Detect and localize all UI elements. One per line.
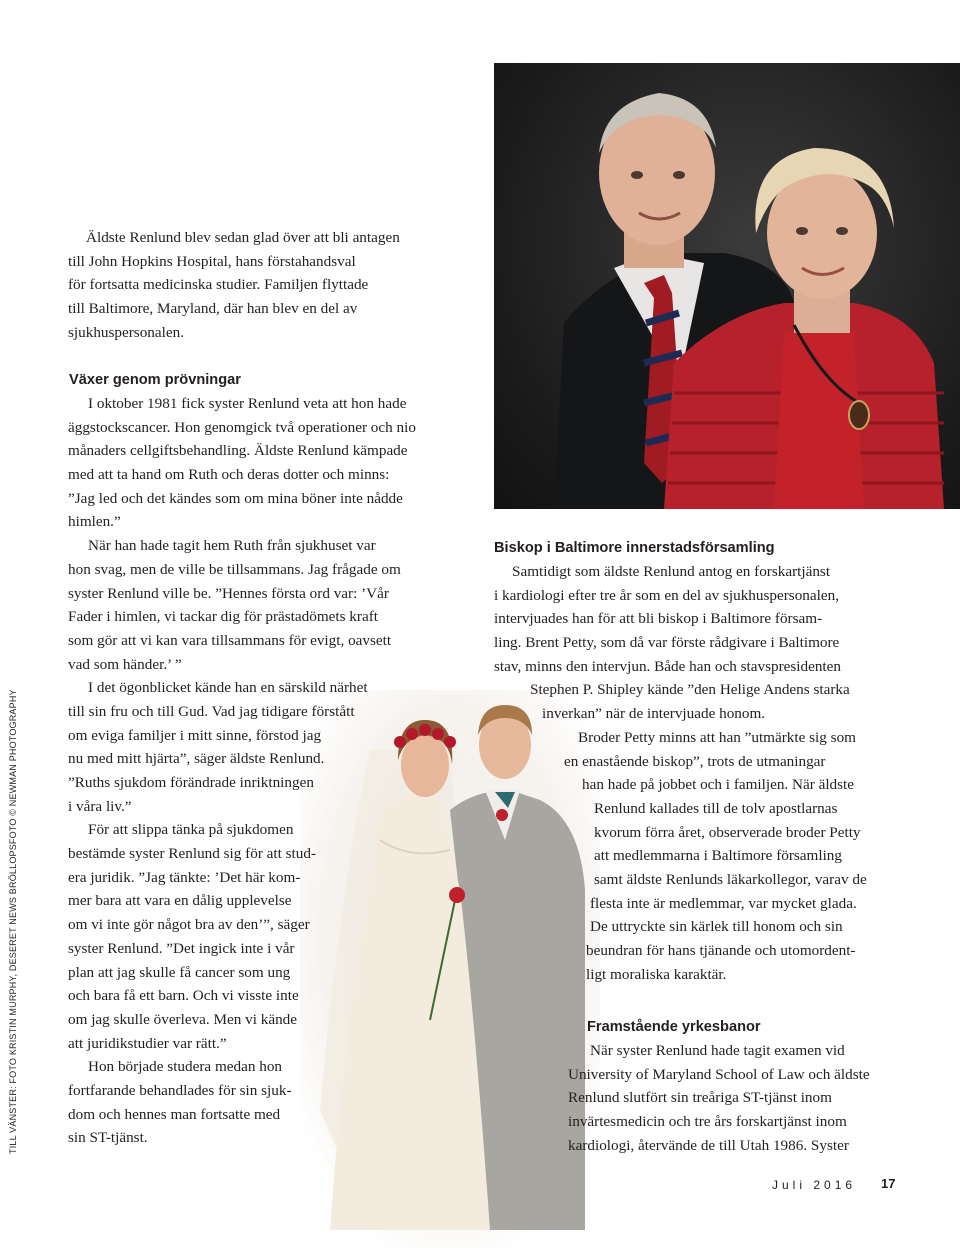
text-line: era juridik. ”Jag tänkte: ’Det här kom- bbox=[68, 868, 301, 886]
text-line: i våra liv.” bbox=[68, 797, 132, 815]
text-line: om jag skulle överleva. Men vi kände bbox=[68, 1010, 298, 1028]
text-line: mer bara att vara en dålig upplevelse bbox=[68, 892, 292, 910]
text-line: nu med mitt hjärta”, säger äldste Renlund. bbox=[68, 750, 325, 768]
text-line: kardiologi, återvände de till Utah 1986. Syster bbox=[568, 1136, 849, 1154]
text-line: ligt moraliska karaktär. bbox=[586, 965, 727, 983]
text-line: University of Maryland School of Law och äldste bbox=[568, 1065, 870, 1083]
text-line: han hade på jobbet och i familjen. När äldste bbox=[582, 776, 855, 794]
text-line: ling. Brent Petty, som då var förste rådgivare i Baltimore bbox=[494, 634, 840, 652]
text-line: och bara få ett barn. Och vi visste inte bbox=[68, 987, 299, 1005]
text-line: syster Renlund ville be. ”Hennes första ord var: ’Vår bbox=[68, 584, 389, 602]
text-line: plan att jag skulle få cancer som ung bbox=[68, 963, 291, 981]
text-line: hon svag, men de ville be tillsammans. Jag frågade om bbox=[68, 560, 401, 578]
portrait-illustration bbox=[494, 63, 960, 509]
text-line: I oktober 1981 fick syster Renlund veta att hon hade bbox=[88, 395, 407, 412]
text-line: Äldste Renlund blev sedan glad över att bli antagen bbox=[86, 229, 400, 246]
issue-date: Juli 2016 bbox=[772, 1178, 857, 1192]
text-line: De uttryckte sin kärlek till honom och sin bbox=[590, 918, 843, 936]
text-line: som gör att vi kan vara tillsammans för evigt, oavsett bbox=[68, 631, 392, 649]
text-line: kvorum förra året, observerade broder Petty bbox=[594, 823, 861, 841]
text-line: När syster Renlund hade tagit examen vid bbox=[590, 1042, 845, 1059]
text-line: vad som händer.’ ” bbox=[68, 655, 182, 673]
section-heading-3: Framstående yrkesbanor bbox=[587, 1019, 761, 1035]
text-line: att juridikstudier var rätt.” bbox=[68, 1034, 227, 1052]
text-line: inverkan” när de intervjuade honom. bbox=[542, 705, 766, 723]
text-line: beundran för hans tjänande och utomordent- bbox=[586, 942, 856, 959]
text-line: Broder Petty minns att han ”utmärkte sig som bbox=[578, 728, 856, 746]
text-line: Stephen P. Shipley kände ”den Helige Andens starka bbox=[530, 681, 850, 699]
text-line: i kardiologi efter tre år som en del av sjukhuspersonalen, bbox=[494, 586, 839, 604]
text-line: Hon började studera medan hon bbox=[88, 1058, 283, 1076]
text-line: fortfarande behandlades för sin sjuk- bbox=[68, 1081, 292, 1099]
text-line: en enastående biskop”, trots de utmaningar bbox=[564, 752, 826, 770]
text-line: äggstockscancer. Hon genomgick två operationer och nio bbox=[68, 418, 416, 436]
text-line: om eviga familjer i mitt sinne, förstod jag bbox=[68, 726, 322, 744]
text-line: himlen.” bbox=[68, 513, 121, 531]
text-line: till John Hopkins Hospital, hans förstahandsval bbox=[68, 252, 356, 270]
text-line: Fader i himlen, vi tackar dig för prästadömets kraft bbox=[68, 608, 378, 626]
text-line: samt äldste Renlunds läkarkollegor, varav de bbox=[594, 870, 867, 888]
text-line: bestämde syster Renlund sig för att stud- bbox=[68, 845, 317, 863]
text-line: att medlemmarna i Baltimore församling bbox=[594, 847, 842, 865]
text-line: månaders cellgiftsbehandling. Äldste Renlund kämpade bbox=[68, 442, 408, 460]
text-line: för fortsatta medicinska studier. Familjen flyttade bbox=[68, 276, 369, 294]
section-heading-1: Växer genom prövningar bbox=[69, 372, 241, 388]
page-number: 17 bbox=[881, 1176, 896, 1191]
text-line: Renlund kallades till de tolv apostlarnas bbox=[594, 799, 838, 817]
section-2-body bbox=[494, 560, 867, 986]
text-line: Samtidigt som äldste Renlund antog en forskartjänst bbox=[512, 563, 831, 580]
text-line: När han hade tagit hem Ruth från sjukhuset var bbox=[88, 537, 376, 555]
section-heading-2: Biskop i Baltimore innerstadsförsamling bbox=[494, 540, 775, 556]
text-line: om vi inte gör något bra av den’”, säger bbox=[68, 916, 310, 934]
text-line: till Baltimore, Maryland, där han blev en del av bbox=[68, 300, 358, 318]
text-line: I det ögonblicket kände han en särskild närhet bbox=[88, 679, 368, 697]
text-line: till sin fru och till Gud. Vad jag tidigare förstått bbox=[68, 702, 355, 720]
text-line: För att slippa tänka på sjukdomen bbox=[88, 821, 294, 839]
text-line: sjukhuspersonalen. bbox=[68, 323, 184, 341]
text-line: stav, minns den intervjun. Både han och stavspresidenten bbox=[494, 657, 841, 675]
photo-credit: TILL VÄNSTER: FOTO KRISTIN MURPHY, DESERET NEWS BRÖLLOPSFOTO © NEWMAN PHOTOGRAPHY bbox=[8, 689, 18, 1154]
portrait-photo bbox=[494, 63, 960, 509]
intro-paragraph bbox=[68, 226, 400, 344]
text-line: intervjuades han för att bli biskop i Baltimore försam- bbox=[494, 610, 823, 628]
text-line: med att ta hand om Ruth och deras dotter och minns: bbox=[68, 466, 390, 484]
text-line: sin ST-tjänst. bbox=[68, 1129, 148, 1147]
text-line: syster Renlund. ”Det ingick inte i vår bbox=[68, 939, 295, 957]
text-line: ”Jag led och det kändes som om mina böner inte nådde bbox=[68, 489, 403, 507]
text-line: flesta inte är medlemmar, var mycket glada. bbox=[590, 894, 857, 912]
text-line: Renlund slutfört sin treåriga ST-tjänst inom bbox=[568, 1089, 832, 1107]
section-3-body bbox=[568, 1039, 870, 1157]
text-line: invärtesmedicin och tre års forskartjänst inom bbox=[568, 1113, 847, 1131]
section-1-body bbox=[68, 392, 416, 1150]
text-line: dom och hennes man fortsatte med bbox=[68, 1105, 281, 1123]
text-line: ”Ruths sjukdom förändrade inriktningen bbox=[68, 774, 314, 791]
